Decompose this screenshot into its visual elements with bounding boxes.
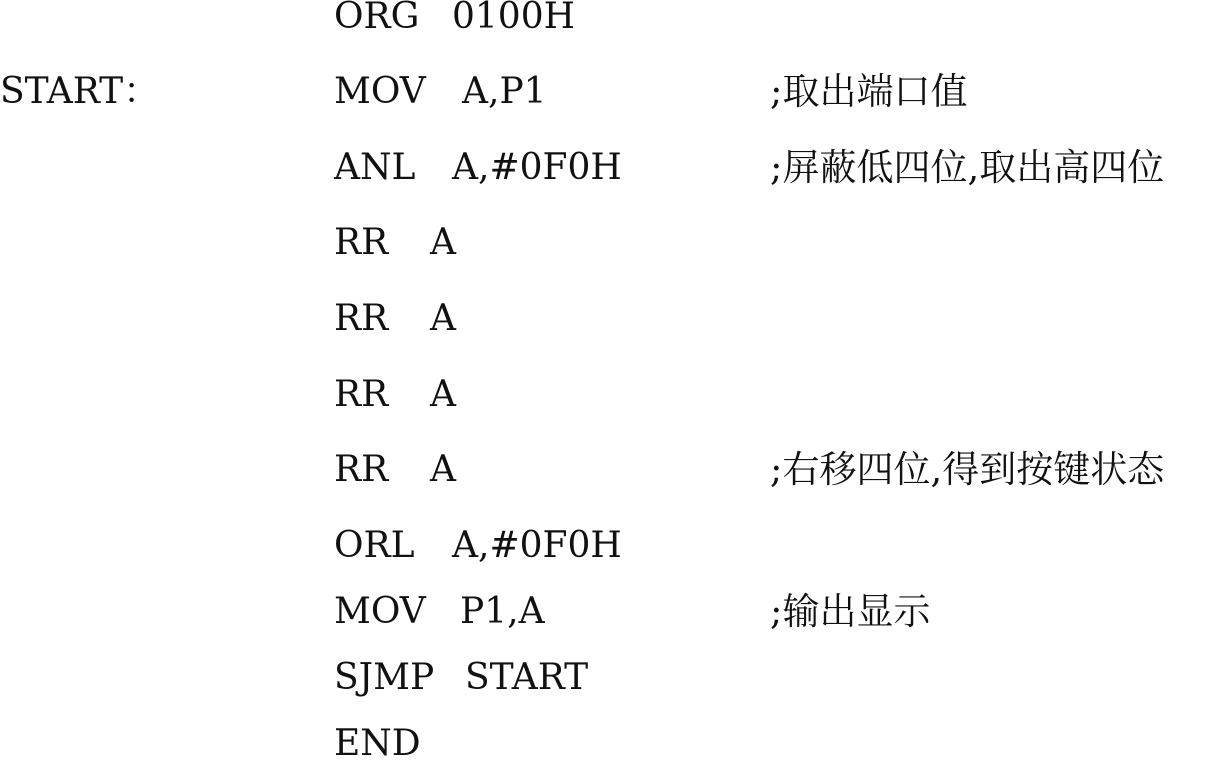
line-mnemonic: MOV — [334, 71, 426, 112]
line-mnemonic: END — [334, 723, 421, 764]
line-mnemonic: MOV — [334, 591, 426, 632]
line-mnemonic: ORL — [334, 525, 415, 566]
line-comment: ;输出显示 — [770, 590, 931, 633]
line-mnemonic: RR — [334, 222, 389, 263]
line-mnemonic: RR — [334, 298, 389, 339]
line-mnemonic: SJMP — [334, 657, 435, 698]
line-operand: 0100H — [452, 0, 576, 37]
line-comment: ;屏蔽低四位,取出高四位 — [770, 146, 1165, 189]
line-mnemonic: RR — [334, 449, 389, 490]
line-operand: A,P1 — [462, 71, 547, 112]
code-line-rr-1 — [0, 218, 1224, 268]
line-operand: A — [430, 222, 456, 263]
line-comment: ;右移四位,得到按键状态 — [770, 448, 1165, 491]
line-operand: P1,A — [460, 591, 545, 632]
line-operand: A — [430, 298, 456, 339]
code-line-rr-2 — [0, 294, 1224, 344]
line-comment: ;取出端口值 — [770, 70, 968, 113]
code-line-mov-out — [0, 587, 1224, 637]
line-operand: A,#0F0H — [452, 525, 622, 566]
code-line-anl — [0, 143, 1224, 193]
code-line-org — [0, 0, 1224, 42]
code-line-orl — [0, 521, 1224, 571]
line-mnemonic: RR — [334, 374, 389, 415]
code-line-end — [0, 719, 1224, 769]
code-line-rr-4 — [0, 445, 1224, 495]
line-mnemonic: ORG — [334, 0, 420, 37]
code-line-rr-3 — [0, 370, 1224, 420]
line-label: START： — [0, 71, 160, 112]
code-line-start-mov — [0, 67, 1224, 117]
line-operand: A,#0F0H — [452, 147, 622, 188]
code-line-sjmp — [0, 653, 1224, 703]
line-operand: A — [430, 374, 456, 415]
line-mnemonic: ANL — [334, 147, 416, 188]
line-operand: A — [430, 449, 456, 490]
line-operand: START — [465, 657, 589, 698]
